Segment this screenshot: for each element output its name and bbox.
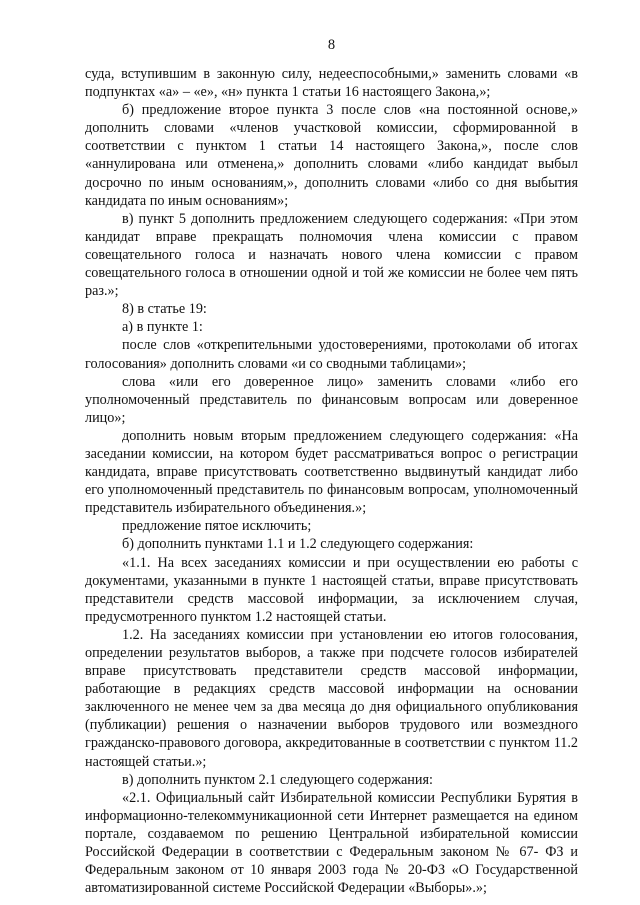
paragraph-11: «1.1. На всех заседаниях комиссии и при осуществлении ею работы с документами, указанными в пункте 1 настоящей статьи, вправе присутствовать представители средств массовой информации, за исключением случая, предусмотренного пунктом 1.2 настоящей статьи. (85, 554, 578, 625)
paragraph-2: б) предложение второе пункта 3 после слов «на постоянной основе,» дополнить словами «членов участковой комиссии, сформированной в соответствии с пунктом 1 статьи 14 настоящего Закона,», после слов «аннулирована или отменена,» дополнить словами «либо кандидат выбыл досрочно по иным основаниям,», дополнить словами «либо со дня выбытия кандидата по иным основаниям»; (85, 102, 578, 209)
paragraph-10: б) дополнить пунктами 1.1 и 1.2 следующего содержания: (122, 536, 474, 553)
paragraph-3: в) пункт 5 дополнить предложением следующего содержания: «При этом кандидат вправе прекращать полномочия члена комиссии с правом совещательного голоса и назначать нового члена комиссии с правом совещательного голоса в отношении одной и той же комиссии не более чем пять раз.»; (85, 210, 578, 300)
paragraph-6: после слов «открепительными удостоверениями, протоколами об итогах голосования» дополнить словами «и со сводными таблицами»; (85, 337, 578, 372)
paragraph-5: а) в пункте 1: (122, 319, 203, 336)
paragraph-13: в) дополнить пунктом 2.1 следующего содержания: (122, 771, 433, 788)
paragraph-14: «2.1. Официальный сайт Избирательной комиссии Республики Бурятия в информационно-телекоммуникационной сети Интернет размещается на едином портале, создаваемом по решению Центральной избирательной комиссии Российской Федерации в соответствии с Федеральным законом № 67- ФЗ и Федеральным законом от 10 января 2003 года № 20-ФЗ «О Государственной автоматизированной системе Российской Федерации «Выборы».»; (85, 789, 578, 897)
page-number: 8 (327, 37, 336, 53)
paragraph-9: предложение пятое исключить; (122, 518, 312, 535)
paragraph-4: 8) в статье 19: (122, 301, 207, 318)
paragraph-8: дополнить новым вторым предложением следующего содержания: «На заседании комиссии, на котором будет рассматриваться вопрос о регистрации кандидата, вправе присутствовать соответственно выдвинутый кандидат либо его уполномоченный представитель по финансовым вопросам, уполномоченный представитель избирательного объединения.»; (85, 427, 578, 517)
paragraph-7: слова «или его доверенное лицо» заменить словами «либо его уполномоченный представитель по финансовым вопросам или доверенное лицо»; (85, 373, 578, 426)
paragraph-1: суда, вступившим в законную силу, недееспособными,» заменить словами «в подпунктах «а» – «е», «н» пункта 1 статьи 16 настоящего Закона,»; (85, 66, 578, 101)
document-body (85, 65, 578, 897)
paragraph-12: 1.2. На заседаниях комиссии при установлении ею итогов голосования, определении результатов выборов, а также при подсчете голосов избирателей вправе присутствовать представители средств массовой информации, работающие в редакциях средств массовой информации на основании заключенного не менее чем за два месяца до дня официального опубликования (публикации) решения о назначении выборов трудового или возмездного гражданско-правового договора, аккредитованные в соответствии с пунктом 11.2 настоящей статьи.»; (85, 626, 578, 770)
